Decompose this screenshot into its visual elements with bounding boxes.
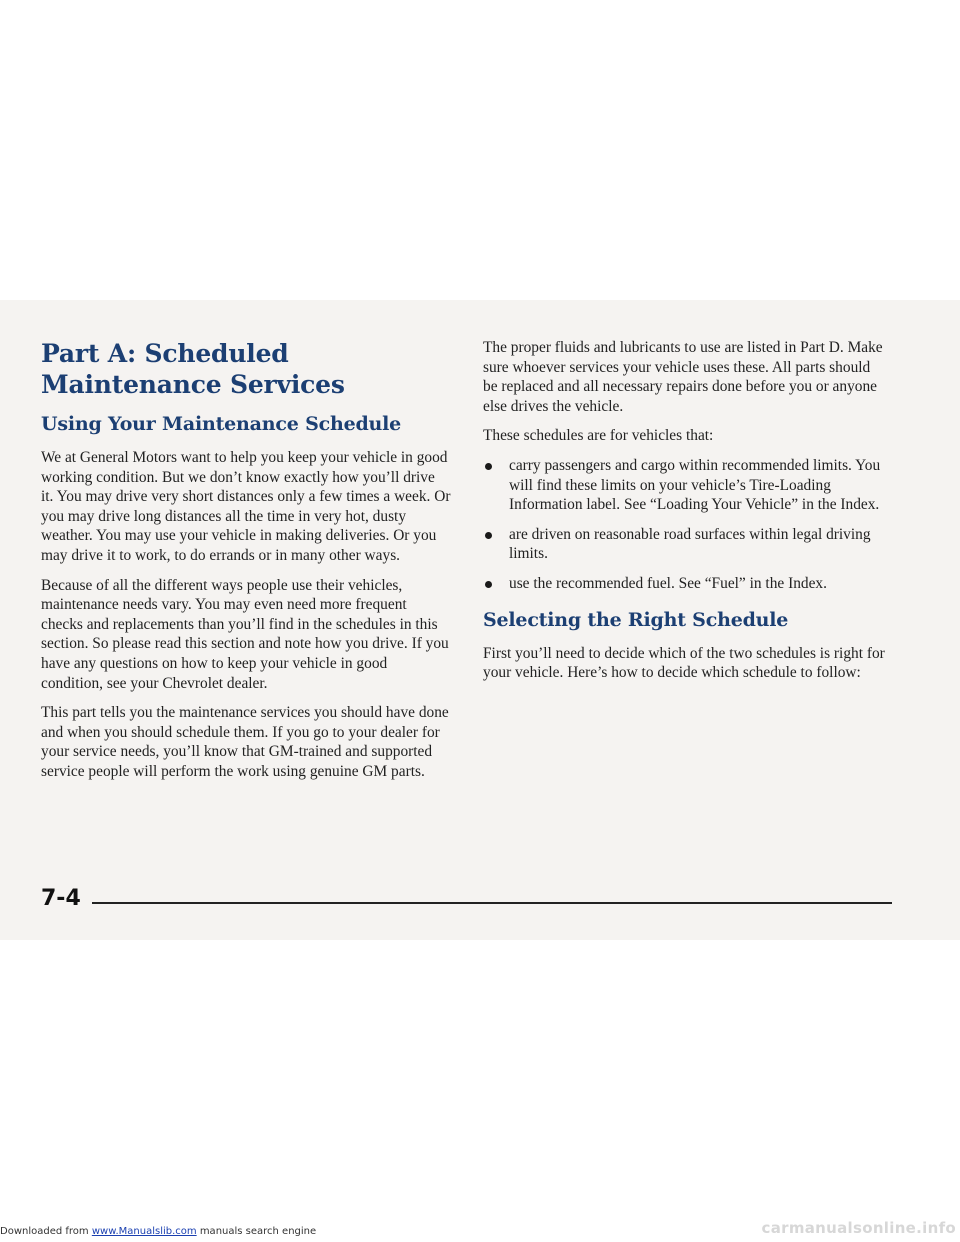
paragraph: The proper fluids and lubricants to use are listed in Part D. Make sure whoever services your vehicle uses these. All parts should be replaced and all necessary repairs done before you or anyone else drives the vehicle. bbox=[483, 339, 883, 415]
part-title-line2: Maintenance Services bbox=[41, 370, 345, 399]
part-title bbox=[41, 338, 451, 400]
bullet-icon bbox=[485, 581, 492, 588]
list-item bbox=[483, 456, 888, 515]
section-title-selecting-schedule: Selecting the Right Schedule bbox=[483, 608, 789, 631]
list-item bbox=[483, 525, 888, 564]
list-item bbox=[483, 574, 888, 594]
list-item-text: use the recommended fuel. See “Fuel” in the Index. bbox=[509, 574, 827, 592]
bullet-list bbox=[483, 456, 888, 594]
watermark: carmanualsonline.info bbox=[761, 1219, 956, 1237]
download-footer bbox=[0, 1226, 316, 1237]
left-column bbox=[41, 338, 451, 792]
part-title-line1: Part A: Scheduled bbox=[41, 339, 289, 368]
footer-divider bbox=[92, 902, 892, 904]
page-number: 7-4 bbox=[41, 886, 81, 911]
paragraph: Because of all the different ways people use their vehicles, maintenance needs vary. You may even need more frequent checks and replacements than you’ll find in the schedules in this section. So please read this section and note how you drive. If you have any questions on how to keep your vehicle in good condition, see your Chevrolet dealer. bbox=[41, 576, 449, 692]
right-column bbox=[483, 338, 888, 693]
paragraph: We at General Motors want to help you keep your vehicle in good working condition. But we don’t know exactly how you’ll drive it. You may drive very short distances only a few times a week. Or you may drive long distances all the time in very hot, dusty weather. You may use your vehicle in making deliveries. Or you may drive it to work, to do errands or in many other ways. bbox=[41, 449, 451, 564]
footer-prefix: Downloaded from bbox=[0, 1226, 92, 1237]
paragraph: First you’ll need to decide which of the two schedules is right for your vehicle. Here’s how to decide which schedule to follow: bbox=[483, 644, 885, 682]
section-title-using-schedule: Using Your Maintenance Schedule bbox=[41, 413, 402, 435]
list-item-text: carry passengers and cargo within recommended limits. You will find these limits on your vehicle’s Tire-Loading Information label. See “Loading Your Vehicle” in the Index. bbox=[509, 456, 881, 514]
paragraph: These schedules are for vehicles that: bbox=[483, 427, 714, 445]
footer-suffix: manuals search engine bbox=[196, 1226, 317, 1237]
paragraph: This part tells you the maintenance services you should have done and when you should schedule them. If you go to your dealer for your service needs, you’ll know that GM-trained and supported service people will perform the work using genuine GM parts. bbox=[41, 704, 449, 780]
manualslib-link[interactable]: www.Manualslib.com bbox=[91, 1226, 197, 1237]
bullet-icon bbox=[485, 463, 492, 470]
bullet-icon bbox=[485, 532, 492, 539]
list-item-text: are driven on reasonable road surfaces within legal driving limits. bbox=[509, 525, 871, 563]
